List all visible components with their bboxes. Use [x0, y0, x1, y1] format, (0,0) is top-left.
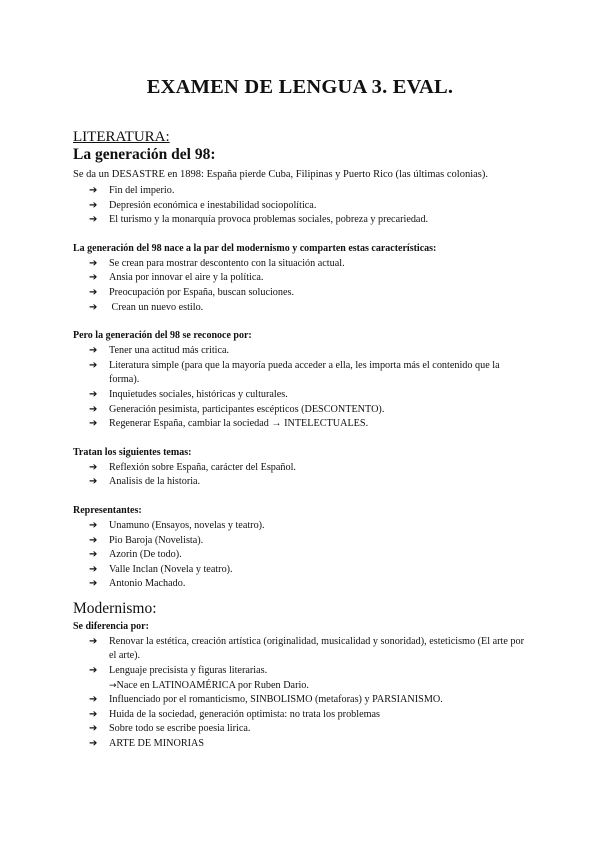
arrow-bullet-icon: ➔ — [89, 214, 98, 226]
arrow-bullet-icon: ➔ — [89, 461, 98, 473]
small-arrow-icon: → — [109, 680, 117, 691]
arrow-bullet-icon: ➔ — [89, 185, 98, 196]
arrow-bullet-icon: ➔ — [89, 345, 98, 357]
list-item: ➔ Lenguaje precisista y figuras literarias. →Nace en LATINOAMÉRICA por Ruben Dario. — [73, 664, 528, 693]
distinct-heading: Pero la generación del 98 se reconoce por: — [73, 330, 252, 342]
list-item: ➔ Analisis de la historia. — [73, 475, 528, 490]
list-item: ➔ Pio Baroja (Novelista). — [73, 534, 528, 549]
shared-list — [73, 257, 528, 315]
arrow-bullet-icon: ➔ — [89, 359, 98, 371]
list-item: ➔ Azorin (De todo). — [73, 548, 528, 563]
arrow-bullet-icon: ➔ — [89, 635, 98, 647]
list-item: ➔ Fin del imperio. — [73, 184, 528, 199]
modernismo-sub-note: →Nace en LATINOAMÉRICA por Ruben Dario. — [109, 679, 309, 691]
list-item: ➔ Crean un nuevo estilo. — [73, 301, 528, 316]
gen98-intro: Se da un DESASTRE en 1898: España pierde Cuba, Filipinas y Puerto Rico (las últimas colonias). — [73, 169, 488, 180]
arrow-bullet-icon: ➔ — [89, 534, 98, 546]
distinct-list — [73, 344, 528, 432]
list-item: ➔ Generación pesimista, participantes escépticos (DESCONTENTO). — [73, 403, 528, 418]
arrow-bullet-icon: ➔ — [89, 738, 98, 750]
arrow-bullet-icon: ➔ — [89, 563, 98, 575]
arrow-bullet-icon: ➔ — [89, 199, 98, 211]
authors-heading: Representantes: — [73, 504, 142, 516]
list-item: ➔ Huida de la sociedad, generación optimista: no trata los problemas — [73, 708, 528, 723]
list-item: ➔ Valle Inclan (Novela y teatro). — [73, 563, 528, 578]
list-item: ➔ Literatura simple (para que la mayoría pueda acceder a ella, les importa más el contenido que la forma). — [89, 359, 500, 386]
section-label: LITERATURA: — [73, 129, 170, 145]
arrow-bullet-icon: ➔ — [89, 549, 98, 561]
document-body — [73, 128, 528, 752]
list-item: ➔ ARTE DE MINORIAS — [73, 737, 528, 752]
arrow-bullet-icon: ➔ — [89, 723, 98, 735]
page-title: EXAMEN DE LENGUA 3. EVAL. — [146, 76, 454, 98]
modernismo-heading: Modernismo: — [73, 599, 157, 617]
list-item: ➔ Regenerar España, cambiar la sociedad → INTELECTUALES. — [73, 417, 528, 432]
arrow-bullet-icon: ➔ — [89, 418, 98, 430]
list-item: ➔ Unamuno (Ensayos, novelas y teatro). — [73, 519, 528, 534]
arrow-bullet-icon: ➔ — [89, 519, 98, 531]
arrow-bullet-icon: ➔ — [89, 708, 98, 720]
list-item: ➔ Influenciado por el romanticismo, SINBOLISMO (metaforas) y PARSIANISMO. — [73, 693, 528, 708]
themes-list — [73, 461, 528, 490]
arrow-bullet-icon: ➔ — [89, 272, 98, 284]
arrow-bullet-icon: ➔ — [89, 578, 98, 590]
list-item: ➔ Se crean para mostrar descontento con la situación actual. — [73, 257, 528, 272]
authors-list — [73, 519, 528, 592]
modernismo-list — [73, 635, 528, 752]
list-item: ➔ Inquietudes sociales, históricas y culturales. — [73, 388, 528, 403]
themes-heading: Tratan los siguientes temas: — [73, 446, 192, 458]
arrow-bullet-icon: ➔ — [89, 476, 98, 488]
gen98-heading: La generación del 98: — [73, 146, 216, 163]
modernismo-diff-heading: Se diferencia por: — [73, 620, 149, 632]
arrow-bullet-icon: ➔ — [89, 694, 98, 706]
arrow-bullet-icon: ➔ — [89, 301, 98, 313]
gen98-causes-list — [73, 184, 528, 228]
shared-heading: La generación del 98 nace a la par del modernismo y comparten estas características: — [73, 242, 437, 254]
arrow-bullet-icon: ➔ — [89, 286, 98, 298]
list-item: ➔ Preocupación por España, buscan soluciones. — [73, 286, 528, 301]
arrow-bullet-icon: ➔ — [89, 665, 98, 677]
arrow-bullet-icon: ➔ — [89, 257, 98, 269]
arrow-bullet-icon: ➔ — [89, 403, 98, 415]
arrow-bullet-icon: ➔ — [89, 388, 98, 400]
list-item: ➔ Reflexión sobre España, carácter del Español. — [73, 461, 528, 476]
list-item: ➔ Depresión económica e inestabilidad sociopolítica. — [73, 199, 528, 214]
list-item: ➔ Antonio Machado. — [73, 577, 528, 592]
list-item: ➔ Sobre todo se escribe poesia lirica. — [73, 722, 528, 737]
list-item: ➔ Renovar la estética, creación artística (originalidad, musicalidad y sonoridad), esteticismo (El arte por el arte). — [89, 635, 524, 662]
list-item: ➔ El turismo y la monarquía provoca problemas sociales, pobreza y precariedad. — [73, 213, 528, 228]
list-item: ➔ Tener una actitud más critica. — [73, 344, 528, 359]
list-item: ➔ Ansia por innovar el aire y la política. — [73, 271, 528, 286]
